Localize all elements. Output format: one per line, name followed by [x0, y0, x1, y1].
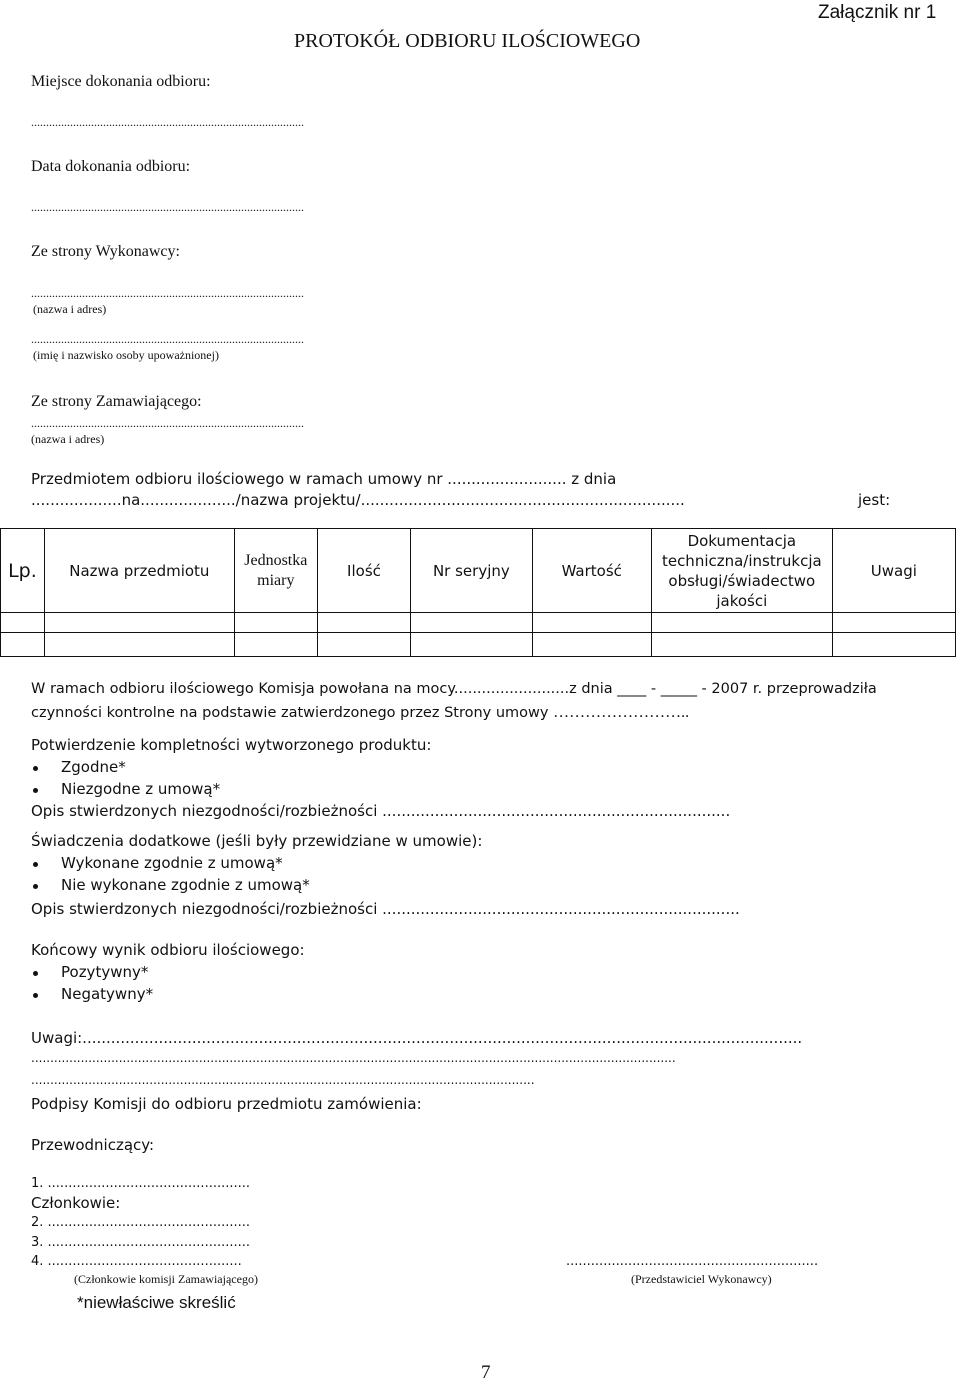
date-dots: ........................................................................................... — [31, 200, 304, 214]
table-cell[interactable] — [317, 613, 410, 633]
table-cell[interactable] — [411, 633, 532, 657]
contractor-person-caption: (imię i nazwisko osoby upoważnionej) — [33, 348, 219, 362]
header-serial-number: Nr seryjny — [411, 529, 532, 613]
additional-option-2: Nie wykonane zgodnie z umową* — [61, 876, 310, 894]
table-header-row — [1, 529, 956, 613]
table-cell[interactable] — [1, 613, 45, 633]
bullet-icon — [33, 971, 38, 976]
header-item-name: Nazwa przedmiotu — [44, 529, 234, 613]
signatures-label: Podpisy Komisji do odbioru przedmiotu zamówienia: — [31, 1095, 422, 1113]
table-cell[interactable] — [44, 633, 234, 657]
document-title: PROTOKÓŁ ODBIORU ILOŚCIOWEGO — [294, 30, 641, 52]
client-label: Ze strony Zamawiającego: — [31, 393, 202, 410]
table-cell[interactable] — [832, 613, 955, 633]
bullet-icon — [33, 884, 38, 889]
final-result-label: Końcowy wynik odbioru ilościowego: — [31, 941, 305, 959]
member-1-line: 1. ................................................. — [31, 1176, 251, 1191]
date-label: Data dokonania odbioru: — [31, 158, 191, 175]
header-value: Wartość — [532, 529, 651, 613]
table-cell[interactable] — [234, 613, 317, 633]
table-cell[interactable] — [234, 633, 317, 657]
remarks-line-3: .................................................................................................................................... — [31, 1073, 535, 1087]
commission-line-2-dots: …………………….. — [553, 704, 690, 721]
chairman-label: Przewodniczący: — [31, 1136, 155, 1154]
bullet-icon — [33, 766, 38, 771]
table-cell[interactable] — [532, 633, 651, 657]
items-table — [0, 528, 956, 657]
table-cell[interactable] — [411, 613, 532, 633]
commission-line-2 — [31, 704, 689, 722]
table-row — [1, 613, 956, 633]
subject-end: jest: — [858, 491, 891, 509]
member-3-line: 3. ................................................. — [31, 1235, 251, 1250]
remarks-line-2: ......................................................................................................................................................................... — [31, 1051, 676, 1065]
subject-line-1: Przedmiotem odbioru ilościowego w ramach umowy nr ......................... z dnia — [31, 470, 617, 488]
bullet-icon — [33, 788, 38, 793]
table-cell[interactable] — [651, 633, 832, 657]
member-2-line: 2. ................................................. — [31, 1215, 251, 1230]
contractor-signature-line: ............................................................. — [566, 1254, 819, 1269]
completeness-option-2: Niezgodne z umową* — [61, 780, 221, 798]
completeness-label: Potwierdzenie kompletności wytworzonego produktu: — [31, 736, 432, 754]
header-lp: Lp. — [1, 529, 45, 613]
client-dots: ........................................................................................... — [31, 416, 304, 430]
header-documentation: Dokumentacja techniczna/instrukcja obsługi/świadectwo jakości — [651, 529, 832, 613]
table-cell[interactable] — [44, 613, 234, 633]
bullet-icon — [33, 993, 38, 998]
commission-line-1: W ramach odbioru ilościowego Komisja powołana na mocy.........................z dnia ____ - _____ - 2007 r. przeprowadziła — [31, 681, 877, 697]
completeness-option-1: Zgodne* — [61, 758, 126, 776]
remarks-line-1: Uwagi:....................................................................................................................................................... — [31, 1029, 803, 1047]
bullet-icon — [33, 862, 38, 867]
page-number: 7 — [481, 1362, 491, 1383]
table-cell[interactable] — [651, 613, 832, 633]
additional-option-1: Wykonane zgodnie z umową* — [61, 854, 283, 872]
contractor-person-dots: ........................................................................................... — [31, 332, 304, 346]
table-cell[interactable] — [1, 633, 45, 657]
place-dots: ........................................................................................... — [31, 115, 304, 129]
caption-contractor-rep: (Przedstawiciel Wykonawcy) — [631, 1272, 772, 1286]
table-cell[interactable] — [317, 633, 410, 657]
annex-label: Załącznik nr 1 — [818, 2, 937, 23]
client-caption: (nazwa i adres) — [31, 432, 105, 446]
commission-line-2-text: czynności kontrolne na podstawie zatwierdzonego przez Strony umowy — [31, 705, 549, 721]
header-quantity: Ilość — [317, 529, 410, 613]
table-cell[interactable] — [532, 613, 651, 633]
additional-services-label: Świadczenia dodatkowe (jeśli były przewidziane w umowie): — [31, 832, 483, 850]
subject-line-2: ...................na..................../nazwa projektu/.................................................................... — [31, 491, 685, 509]
header-unit: Jednostka miary — [234, 529, 317, 613]
members-label: Członkowie: — [31, 1194, 121, 1212]
final-option-2: Negatywny* — [61, 985, 154, 1003]
member-4-line: 4. ............................................... — [31, 1254, 242, 1269]
contractor-name-dots: ........................................................................................... — [31, 286, 304, 300]
discrepancy-description-2: Opis stwierdzonych niezgodności/rozbieżności ........................................................................... — [31, 900, 740, 918]
final-option-1: Pozytywny* — [61, 963, 149, 981]
table-row — [1, 633, 956, 657]
header-remarks: Uwagi — [832, 529, 955, 613]
table-cell[interactable] — [832, 633, 955, 657]
discrepancy-description-1: Opis stwierdzonych niezgodności/rozbieżności ......................................................................... — [31, 802, 731, 820]
caption-client-members: (Członkowie komisji Zamawiającego) — [74, 1272, 258, 1286]
place-label: Miejsce dokonania odbioru: — [31, 73, 211, 90]
contractor-name-caption: (nazwa i adres) — [33, 302, 107, 316]
footnote: *niewłaściwe skreślić — [77, 1293, 236, 1312]
contractor-label: Ze strony Wykonawcy: — [31, 243, 180, 260]
